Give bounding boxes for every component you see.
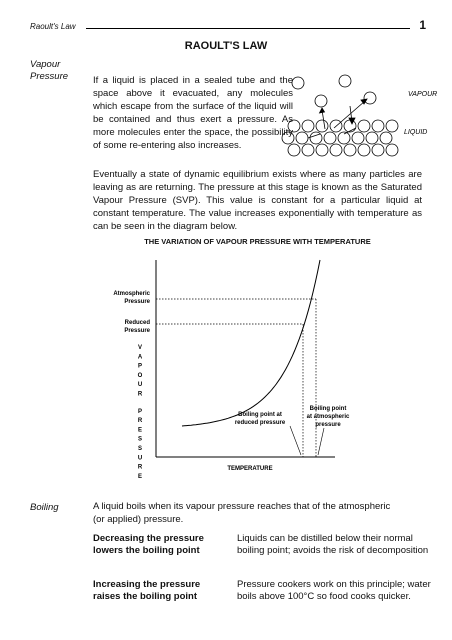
atmospheric-pressure-label-1: Atmospheric bbox=[113, 291, 150, 297]
vapour-molecule bbox=[364, 92, 376, 104]
y-axis-label-letter: E bbox=[137, 473, 143, 480]
y-axis-label bbox=[138, 345, 143, 480]
pressure-cooker-note-line2: boils above 100°C so food cooks quicker. bbox=[237, 591, 411, 602]
y-axis-label-letter: V bbox=[137, 345, 143, 351]
y-axis-label-letter: U bbox=[137, 455, 143, 462]
y-axis-label-letter: P bbox=[137, 363, 143, 370]
vapour-pressure-paragraph: If a liquid is placed in a sealed tube and the space above it evacuated, any molecules which escape from the surface of the liquid will be contained and thus exert a pressure. As more molecules enter the space, the possibility of some re-entering also increases. bbox=[93, 75, 293, 151]
reduced-pressure-label-2: Pressure bbox=[124, 328, 150, 334]
increasing-pressure-line2: raises the boiling point bbox=[93, 591, 197, 602]
side-label-vapour: Vapour bbox=[30, 59, 61, 70]
reduced-boiling-annotation-1: Boiling point at bbox=[238, 412, 282, 418]
reduced-pressure-label-1: Reduced bbox=[124, 320, 150, 326]
y-axis-label-letter: P bbox=[137, 408, 143, 415]
y-axis-label-letter: U bbox=[137, 382, 143, 389]
y-axis-label-letter: R bbox=[137, 418, 143, 425]
vapour-pressure-chart bbox=[110, 250, 350, 480]
distillation-note-line1: Liquids can be distilled below their normal bbox=[237, 533, 413, 544]
y-axis-label-letter: R bbox=[137, 391, 143, 398]
reduced-boiling-annotation-2: reduced pressure bbox=[234, 420, 286, 426]
y-axis-label-letter: E bbox=[137, 427, 143, 434]
vapour-pressure-curve bbox=[182, 260, 320, 426]
vapour-molecule bbox=[339, 75, 351, 87]
pressure-cooker-note-line1: Pressure cookers work on this principle; water bbox=[237, 579, 431, 590]
atmospheric-boiling-annotation-3: pressure bbox=[315, 422, 341, 428]
side-label-boiling: Boiling bbox=[30, 502, 59, 513]
vapour-molecule bbox=[292, 77, 304, 89]
decreasing-pressure-line1: Decreasing the pressure bbox=[93, 533, 204, 544]
y-axis-label-letter: O bbox=[137, 372, 143, 379]
y-axis-label-letter: S bbox=[137, 446, 143, 452]
increasing-pressure-line1: Increasing the pressure bbox=[93, 579, 201, 590]
side-label-pressure: Pressure bbox=[30, 71, 69, 82]
running-header: Raoult's Law bbox=[30, 22, 76, 31]
chart-title: THE VARIATION OF VAPOUR PRESSURE WITH TEMPERATURE bbox=[144, 237, 371, 246]
vapour-molecule bbox=[315, 95, 327, 107]
vapour-label: VAPOUR bbox=[408, 91, 438, 98]
atmospheric-pressure-label-2: Pressure bbox=[124, 299, 150, 305]
decreasing-pressure-line2: lowers the boiling point bbox=[93, 545, 200, 556]
molecule-diagram bbox=[280, 66, 440, 166]
atmospheric-boiling-annotation-1: Boiling point bbox=[309, 406, 347, 412]
page-number: 1 bbox=[419, 18, 426, 32]
y-axis-label-letter: A bbox=[137, 354, 143, 361]
y-axis-label-letter: S bbox=[137, 436, 143, 443]
equilibrium-paragraph: Eventually a state of dynamic equilibrium exists where as many particles are leaving as are returning. The pressure at this stage is known as the Saturated Vapour Pressure (SVP). This value is constant for a particular liquid at constant temperature. The value increases exponentially with temperature as can be seen in the diagram below. bbox=[93, 169, 422, 232]
y-axis-label-letter: R bbox=[137, 464, 143, 471]
atmospheric-boiling-annotation-2: at atmospheric bbox=[306, 414, 350, 420]
header-rule bbox=[86, 28, 410, 29]
liquid-label: LIQUID bbox=[404, 129, 428, 136]
page-title: RAOULT'S LAW bbox=[184, 40, 268, 52]
x-axis-label: TEMPERATURE bbox=[227, 466, 273, 472]
boiling-paragraph: A liquid boils when its vapour pressure reaches that of the atmospheric (or applied) pressure. bbox=[93, 501, 391, 525]
distillation-note-line2: boiling point; avoids the risk of decomposition bbox=[237, 545, 429, 556]
